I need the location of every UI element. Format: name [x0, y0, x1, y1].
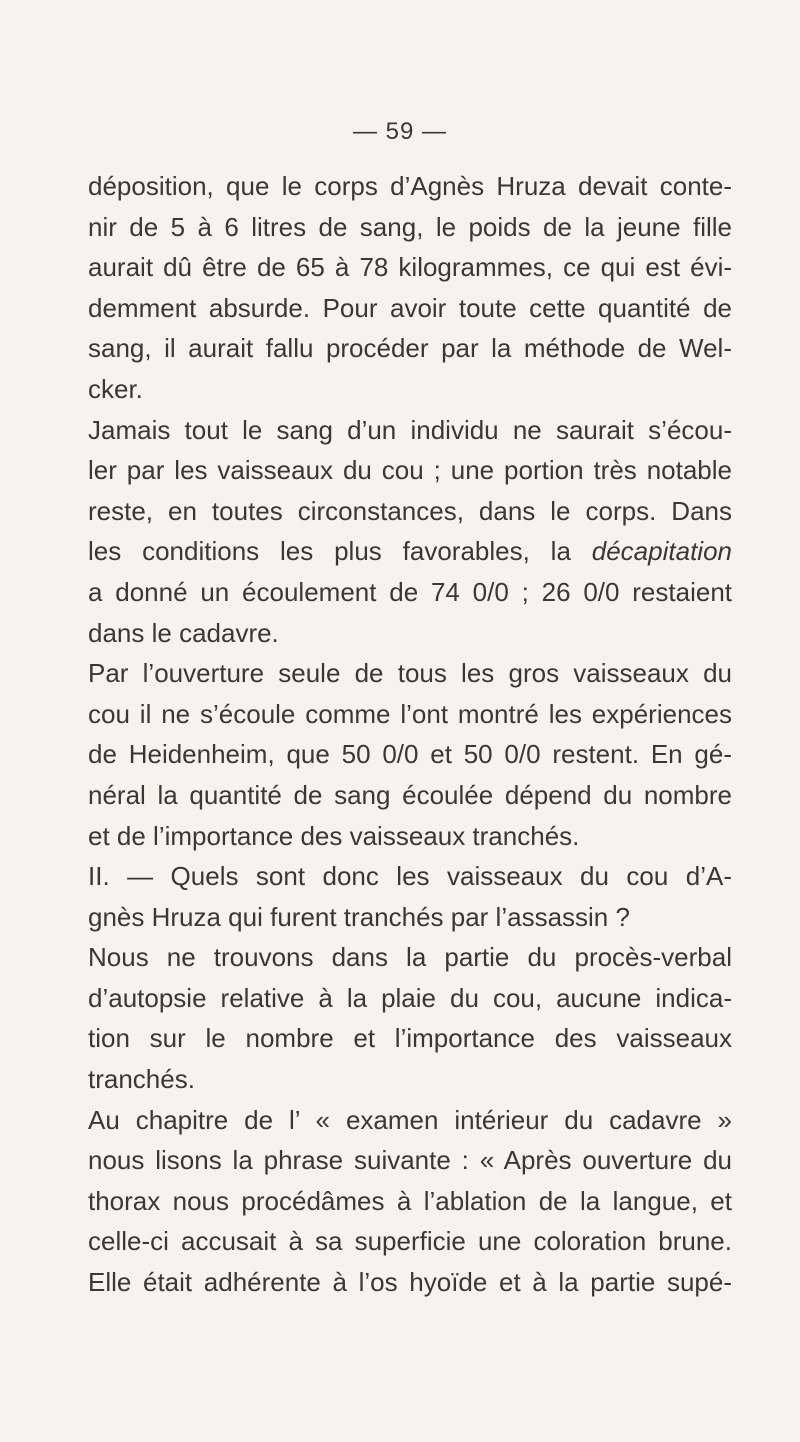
- text-line: cou il ne s’écoule comme l’ont montré les expériences: [88, 698, 732, 729]
- text-line: II. — Quels sont donc les vaisseaux du cou d’A-: [88, 861, 732, 892]
- italic-word: décapitation: [591, 536, 732, 567]
- text-line: a donné un écoulement de 74 0/0 ; 26 0/0 restaient: [88, 576, 732, 607]
- text-line: tranchés.: [88, 1064, 195, 1095]
- text-line: Nous ne trouvons dans la partie du procès-verbal: [88, 942, 732, 973]
- text-line: nous lisons la phrase suivante : « Après ouverture du: [88, 1145, 732, 1176]
- text-line: Par l’ouverture seule de tous les gros vaisseaux du: [88, 658, 732, 689]
- text-line: de Heidenheim, que 50 0/0 et 50 0/0 restent. En gé-: [88, 739, 732, 770]
- text-line: celle-ci accusait à sa superficie une coloration brune.: [88, 1226, 732, 1257]
- text-line: dans le cadavre.: [88, 617, 279, 648]
- text-line: cker.: [88, 373, 143, 404]
- text-line: tion sur le nombre et l’importance des vaisseaux: [88, 1023, 732, 1054]
- text-line: ler par les vaisseaux du cou ; une portion très notable: [88, 455, 732, 486]
- text-line: sang, il aurait fallu procéder par la méthode de Wel-: [88, 333, 732, 364]
- text-line: Jamais tout le sang d’un individu ne saurait s’écou-: [88, 414, 732, 445]
- text-segment: les conditions les plus favorables, la: [88, 536, 592, 567]
- text-line: [88, 531, 732, 572]
- text-line: reste, en toutes circonstances, dans le corps. Dans: [88, 495, 732, 526]
- body-text: [88, 166, 732, 1303]
- text-line: Au chapitre de l’ « examen intérieur du cadavre »: [88, 1104, 732, 1135]
- page-number: — 59 —: [352, 118, 448, 145]
- text-line: gnès Hruza qui furent tranchés par l’assassin ?: [88, 901, 630, 932]
- text-line: nir de 5 à 6 litres de sang, le poids de la jeune fille: [88, 211, 732, 242]
- text-line: néral la quantité de sang écoulée dépend du nombre: [88, 779, 732, 810]
- text-line: d’autopsie relative à la plaie du cou, aucune indica-: [88, 982, 732, 1013]
- text-line: déposition, que le corps d’Agnès Hruza devait conte-: [88, 171, 732, 201]
- text-line: aurait dû être de 65 à 78 kilogrammes, ce qui est évi-: [88, 252, 732, 283]
- text-line: thorax nous procédâmes à l’ablation de la langue, et: [88, 1185, 732, 1216]
- text-line: et de l’importance des vaisseaux tranchés.: [88, 820, 580, 851]
- text-line: demment absurde. Pour avoir toute cette quantité de: [88, 292, 732, 323]
- text-line: Elle était adhérente à l’os hyoïde et à la partie supé-: [88, 1267, 732, 1298]
